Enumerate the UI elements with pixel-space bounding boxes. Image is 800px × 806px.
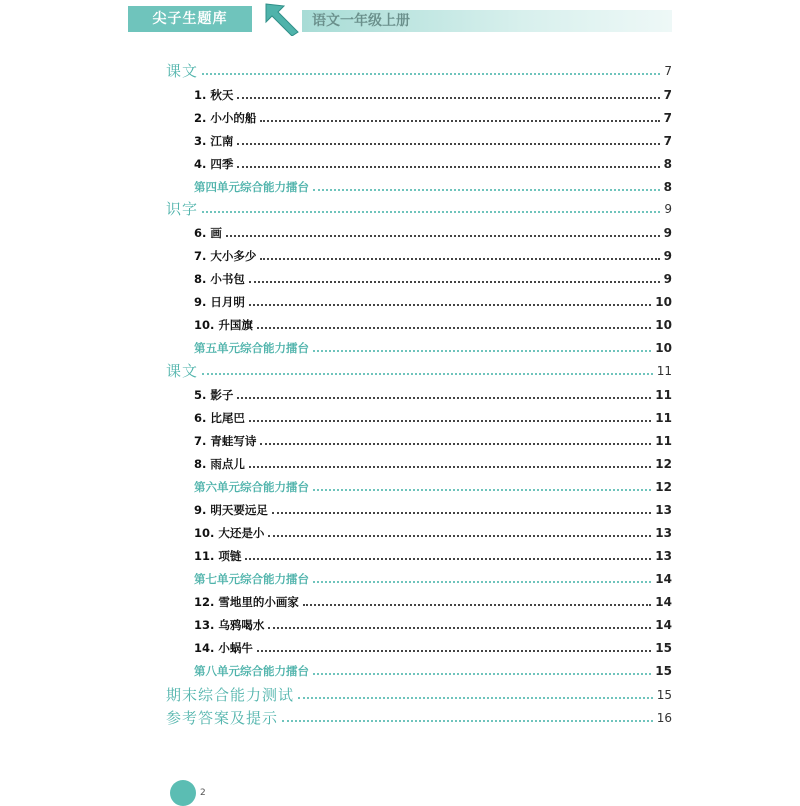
toc-entry-title: 5. 影子 <box>194 388 234 402</box>
page-margin-right <box>672 0 800 800</box>
toc-lesson-row[interactable] <box>194 593 672 611</box>
toc-lesson-row[interactable] <box>194 547 672 565</box>
toc-page-number: 11 <box>655 411 672 425</box>
toc-entry-title: 11. 项链 <box>194 549 242 563</box>
dot-leader <box>260 120 659 122</box>
dot-leader <box>282 720 653 722</box>
toc-page-number: 8 <box>663 157 672 171</box>
toc-page-number: 11 <box>656 364 672 378</box>
page-number: 2 <box>200 788 206 798</box>
toc-page-number: 13 <box>655 526 672 540</box>
toc-entry-title: 课文 <box>166 62 199 80</box>
toc-lesson-row[interactable] <box>194 155 672 173</box>
toc-entry-title: 第四单元综合能力擂台 <box>194 180 309 194</box>
toc-page-number: 14 <box>655 618 672 632</box>
toc-page-number: 14 <box>655 572 672 586</box>
footer-decoration-icon <box>170 780 196 806</box>
toc-lesson-row[interactable] <box>194 639 672 657</box>
dot-leader <box>245 558 651 560</box>
toc-lesson-row[interactable] <box>194 386 672 404</box>
toc-entry-title: 8. 小书包 <box>194 272 245 286</box>
toc-lesson-row[interactable] <box>194 432 672 450</box>
toc-unit-test-row[interactable] <box>194 570 672 588</box>
toc-entry-title: 第六单元综合能力擂台 <box>194 480 309 494</box>
toc-lesson-row[interactable] <box>194 524 672 542</box>
toc-page-number: 7 <box>663 88 672 102</box>
toc-entry-title: 7. 青蛙写诗 <box>194 434 257 448</box>
toc-entry-title: 7. 大小多少 <box>194 249 257 263</box>
dot-leader <box>260 258 659 260</box>
toc-page-number: 9 <box>663 226 672 240</box>
dot-leader <box>313 189 660 191</box>
dot-leader <box>202 373 653 375</box>
toc-page-number: 8 <box>663 180 672 194</box>
book-title: 语文一年级上册 <box>312 13 410 29</box>
toc-unit-test-row[interactable] <box>194 478 672 496</box>
toc-entry-title: 参考答案及提示 <box>166 709 279 727</box>
toc-entry-title: 10. 升国旗 <box>194 318 253 332</box>
toc-entry-title: 识字 <box>166 200 199 218</box>
toc-page-number: 9 <box>663 272 672 286</box>
dot-leader <box>237 97 659 99</box>
toc-entry-title: 第七单元综合能力擂台 <box>194 572 309 586</box>
toc-page-number: 15 <box>656 688 672 702</box>
dot-leader <box>257 327 651 329</box>
dot-leader <box>226 235 660 237</box>
page-header <box>128 6 672 32</box>
toc-unit-test-row[interactable] <box>194 178 672 196</box>
toc-page-number: 11 <box>655 434 672 448</box>
dot-leader <box>249 281 660 283</box>
toc-lesson-row[interactable] <box>194 316 672 334</box>
toc-entry-title: 10. 大还是小 <box>194 526 265 540</box>
toc-page-number: 10 <box>655 295 672 309</box>
dot-leader <box>249 420 651 422</box>
up-left-arrow-icon <box>264 2 304 36</box>
toc-entry-title: 第八单元综合能力擂台 <box>194 664 309 678</box>
toc-entry-title: 4. 四季 <box>194 157 234 171</box>
dot-leader <box>268 535 651 537</box>
dot-leader <box>260 443 651 445</box>
toc-entry-title: 6. 比尾巴 <box>194 411 245 425</box>
toc-page-number: 14 <box>655 595 672 609</box>
toc-page-number: 16 <box>656 711 672 725</box>
toc-section-row[interactable] <box>166 362 672 380</box>
toc-lesson-row[interactable] <box>194 109 672 127</box>
dot-leader <box>313 673 651 675</box>
toc-lesson-row[interactable] <box>194 501 672 519</box>
toc-entry-title: 期末综合能力测试 <box>166 686 295 704</box>
toc-page-number: 11 <box>655 388 672 402</box>
toc-entry-title: 6. 画 <box>194 226 222 240</box>
toc-section-row[interactable] <box>166 686 672 704</box>
toc-page-number: 10 <box>655 341 672 355</box>
toc-lesson-row[interactable] <box>194 293 672 311</box>
toc-entry-title: 9. 日月明 <box>194 295 245 309</box>
toc-page-number: 7 <box>664 64 672 78</box>
toc-entry-title: 课文 <box>166 362 199 380</box>
toc-unit-test-row[interactable] <box>194 662 672 680</box>
toc-entry-title: 12. 雪地里的小画家 <box>194 595 299 609</box>
dot-leader <box>313 581 651 583</box>
toc-page-number: 15 <box>655 664 672 678</box>
toc-page-number: 15 <box>655 641 672 655</box>
toc-section-row[interactable] <box>166 200 672 218</box>
toc-lesson-row[interactable] <box>194 270 672 288</box>
toc-entry-title: 13. 乌鸦喝水 <box>194 618 265 632</box>
toc-page-number: 12 <box>655 480 672 494</box>
dot-leader <box>303 604 651 606</box>
dot-leader <box>298 697 653 699</box>
toc-entry-title: 2. 小小的船 <box>194 111 257 125</box>
toc-page-number: 9 <box>663 249 672 263</box>
toc-page-number: 7 <box>663 111 672 125</box>
dot-leader <box>237 143 659 145</box>
dot-leader <box>237 166 659 168</box>
dot-leader <box>313 489 651 491</box>
toc-lesson-row[interactable] <box>194 86 672 104</box>
brand-label: 尖子生题库 <box>128 6 252 32</box>
dot-leader <box>237 397 651 399</box>
toc-section-row[interactable] <box>166 709 672 727</box>
dot-leader <box>268 627 651 629</box>
dot-leader <box>202 211 660 213</box>
toc-lesson-row[interactable] <box>194 132 672 150</box>
toc-lesson-row[interactable] <box>194 409 672 427</box>
toc-section-row[interactable] <box>166 62 672 80</box>
dot-leader <box>313 350 651 352</box>
toc-page-number: 10 <box>655 318 672 332</box>
toc-lesson-row[interactable] <box>194 455 672 473</box>
toc-page-number: 9 <box>664 202 672 216</box>
toc-page-number: 7 <box>663 134 672 148</box>
toc-unit-test-row[interactable] <box>194 339 672 357</box>
toc-entry-title: 第五单元综合能力擂台 <box>194 341 309 355</box>
toc-entry-title: 3. 江南 <box>194 134 234 148</box>
toc-page-number: 12 <box>655 457 672 471</box>
dot-leader <box>249 466 651 468</box>
dot-leader <box>249 304 651 306</box>
dot-leader <box>202 73 660 75</box>
toc-entry-title: 1. 秋天 <box>194 88 234 102</box>
toc-entry-title: 14. 小蜗牛 <box>194 641 253 655</box>
toc-entry-title: 8. 雨点儿 <box>194 457 245 471</box>
toc-lesson-row[interactable] <box>194 247 672 265</box>
dot-leader <box>272 512 651 514</box>
toc-page-number: 13 <box>655 549 672 563</box>
toc-lesson-row[interactable] <box>194 224 672 242</box>
toc-page-number: 13 <box>655 503 672 517</box>
dot-leader <box>257 650 651 652</box>
toc-entry-title: 9. 明天要远足 <box>194 503 268 517</box>
toc-lesson-row[interactable] <box>194 616 672 634</box>
